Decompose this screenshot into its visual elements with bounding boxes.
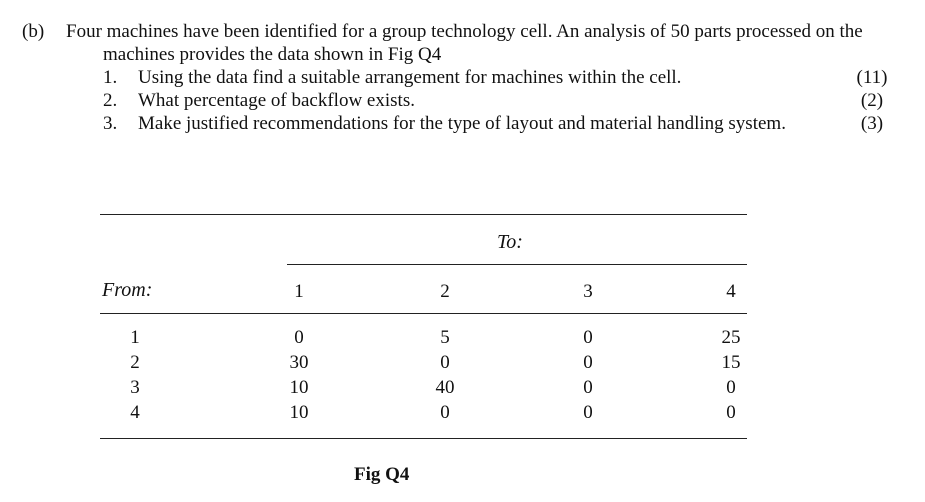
row-header-1: 1 bbox=[130, 327, 140, 348]
table-cell: 25 bbox=[721, 327, 741, 348]
figure-caption: Fig Q4 bbox=[354, 464, 410, 485]
to-label: To: bbox=[497, 231, 523, 253]
item-2-text: What percentage of backflow exists. bbox=[138, 90, 415, 111]
item-2-marks: (2) bbox=[860, 90, 884, 111]
col-header-3: 3 bbox=[583, 281, 593, 302]
header-bottom-rule bbox=[100, 313, 747, 314]
table-bottom-rule bbox=[100, 438, 747, 439]
to-underline-rule bbox=[287, 264, 747, 265]
item-1-marks: (11) bbox=[856, 67, 888, 88]
table-cell: 15 bbox=[721, 352, 741, 373]
table-cell: 30 bbox=[289, 352, 309, 373]
table-cell: 10 bbox=[289, 377, 309, 398]
item-3-text: Make justified recommendations for the type of layout and material handling system. bbox=[138, 113, 786, 134]
table-cell: 5 bbox=[440, 327, 450, 348]
table-cell: 0 bbox=[440, 402, 450, 423]
table-cell: 0 bbox=[583, 402, 593, 423]
question-intro-line2: machines provides the data shown in Fig Q4 bbox=[103, 44, 442, 65]
table-cell: 0 bbox=[583, 352, 593, 373]
table-cell: 0 bbox=[440, 352, 450, 373]
table-cell: 10 bbox=[289, 402, 309, 423]
table-cell: 0 bbox=[726, 377, 736, 398]
item-3-marks: (3) bbox=[860, 113, 884, 134]
row-header-4: 4 bbox=[130, 402, 140, 423]
table-cell: 0 bbox=[583, 377, 593, 398]
question-part-label: (b) bbox=[22, 21, 45, 42]
row-header-2: 2 bbox=[130, 352, 140, 373]
table-cell: 0 bbox=[294, 327, 304, 348]
col-header-2: 2 bbox=[440, 281, 450, 302]
col-header-4: 4 bbox=[726, 281, 736, 302]
row-header-3: 3 bbox=[130, 377, 140, 398]
question-intro-line1: Four machines have been identified for a group technology cell. An analysis of 50 parts processed on the bbox=[66, 21, 863, 42]
table-top-rule bbox=[100, 214, 747, 215]
item-1-number: 1. bbox=[103, 67, 118, 88]
table-cell: 0 bbox=[726, 402, 736, 423]
from-label: From: bbox=[102, 279, 153, 301]
item-3-number: 3. bbox=[103, 113, 118, 134]
item-2-number: 2. bbox=[103, 90, 118, 111]
col-header-1: 1 bbox=[294, 281, 304, 302]
item-1-text: Using the data find a suitable arrangement for machines within the cell. bbox=[138, 67, 682, 88]
table-cell: 0 bbox=[583, 327, 593, 348]
table-cell: 40 bbox=[435, 377, 455, 398]
